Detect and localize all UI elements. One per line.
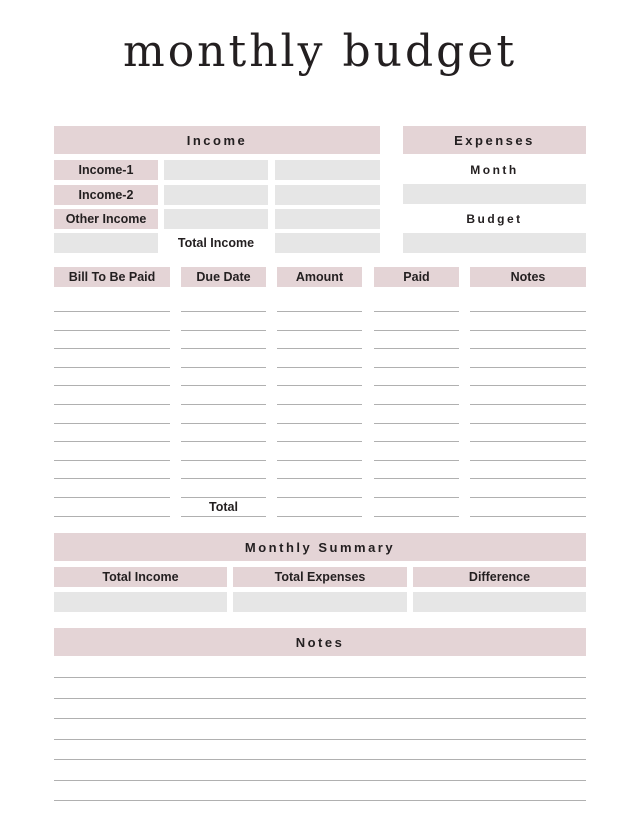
income-1-source-field[interactable] (164, 160, 268, 180)
month-field[interactable] (403, 184, 586, 204)
bill-entry-line[interactable] (374, 460, 459, 461)
bill-entry-line[interactable] (374, 441, 459, 442)
page-title: monthly budget (122, 26, 518, 77)
bill-entry-line[interactable] (181, 460, 266, 461)
bill-entry-line[interactable] (54, 330, 170, 331)
bill-entry-line[interactable] (277, 311, 362, 312)
due-date-column-header: Due Date (181, 267, 266, 287)
bill-entry-line[interactable] (181, 516, 266, 517)
notes-entry-line[interactable] (54, 698, 586, 699)
total-income-label: Total Income (177, 236, 255, 250)
bill-entry-line[interactable] (181, 404, 266, 405)
bill-entry-line[interactable] (470, 367, 586, 368)
bill-entry-line[interactable] (54, 478, 170, 479)
notes-entry-line[interactable] (54, 800, 586, 801)
income-2-amount-field[interactable] (275, 185, 380, 205)
bill-entry-line[interactable] (374, 348, 459, 349)
summary-total-expenses-label: Total Expenses (233, 567, 407, 587)
other-income-label: Other Income (54, 209, 158, 229)
bill-entry-line[interactable] (470, 497, 586, 498)
bill-entry-line[interactable] (277, 460, 362, 461)
bill-entry-line[interactable] (54, 460, 170, 461)
other-income-amount-field[interactable] (275, 209, 380, 229)
bill-entry-line[interactable] (374, 516, 459, 517)
notes-entry-line[interactable] (54, 677, 586, 678)
budget-label: Budget (466, 212, 523, 226)
notes-header: Notes (54, 628, 586, 656)
bill-entry-line[interactable] (470, 311, 586, 312)
notes-entry-line[interactable] (54, 780, 586, 781)
expenses-header: Expenses (403, 126, 586, 154)
bill-column-header: Bill To Be Paid (54, 267, 170, 287)
bill-entry-line[interactable] (181, 311, 266, 312)
bill-entry-line[interactable] (277, 385, 362, 386)
summary-total-expenses-field[interactable] (233, 592, 407, 612)
amount-column-header: Amount (277, 267, 362, 287)
bill-entry-line[interactable] (470, 460, 586, 461)
bill-entry-line[interactable] (181, 330, 266, 331)
bill-entry-line[interactable] (181, 478, 266, 479)
bill-entry-line[interactable] (277, 478, 362, 479)
income-1-amount-field[interactable] (275, 160, 380, 180)
bill-entry-line[interactable] (470, 348, 586, 349)
monthly-summary-header: Monthly Summary (54, 533, 586, 561)
budget-field[interactable] (403, 233, 586, 253)
bill-entry-line[interactable] (181, 441, 266, 442)
notes-entry-line[interactable] (54, 718, 586, 719)
notes-entry-line[interactable] (54, 759, 586, 760)
notes-column-header: Notes (470, 267, 586, 287)
bill-entry-line[interactable] (54, 348, 170, 349)
summary-total-income-field[interactable] (54, 592, 227, 612)
bill-entry-line[interactable] (374, 385, 459, 386)
total-income-field[interactable] (275, 233, 380, 253)
bill-entry-line[interactable] (470, 516, 586, 517)
summary-difference-label: Difference (413, 567, 586, 587)
income-header: Income (54, 126, 380, 154)
bills-total-label: Total (209, 500, 238, 514)
bill-entry-line[interactable] (374, 423, 459, 424)
bill-entry-line[interactable] (54, 423, 170, 424)
bill-entry-line[interactable] (54, 404, 170, 405)
bill-entry-line[interactable] (470, 385, 586, 386)
bill-entry-line[interactable] (54, 311, 170, 312)
bill-entry-line[interactable] (470, 441, 586, 442)
bill-entry-line[interactable] (470, 478, 586, 479)
bill-entry-line[interactable] (374, 311, 459, 312)
bill-entry-line[interactable] (277, 516, 362, 517)
other-income-source-field[interactable] (164, 209, 268, 229)
bill-entry-line[interactable] (374, 497, 459, 498)
bill-entry-line[interactable] (277, 404, 362, 405)
income-2-label: Income-2 (54, 185, 158, 205)
summary-difference-field[interactable] (413, 592, 586, 612)
bill-entry-line[interactable] (374, 404, 459, 405)
bill-entry-line[interactable] (277, 441, 362, 442)
bill-entry-line[interactable] (470, 330, 586, 331)
bill-entry-line[interactable] (277, 423, 362, 424)
summary-total-income-label: Total Income (54, 567, 227, 587)
bill-entry-line[interactable] (181, 348, 266, 349)
bill-entry-line[interactable] (181, 367, 266, 368)
income-2-source-field[interactable] (164, 185, 268, 205)
bill-entry-line[interactable] (54, 441, 170, 442)
bill-entry-line[interactable] (277, 330, 362, 331)
bill-entry-line[interactable] (181, 385, 266, 386)
bill-entry-line[interactable] (374, 367, 459, 368)
bill-entry-line[interactable] (277, 367, 362, 368)
income-1-label: Income-1 (54, 160, 158, 180)
bill-entry-line[interactable] (54, 367, 170, 368)
bill-entry-line[interactable] (54, 385, 170, 386)
bill-entry-line[interactable] (470, 404, 586, 405)
bill-entry-line[interactable] (277, 497, 362, 498)
month-label: Month (470, 163, 519, 177)
bill-entry-line[interactable] (277, 348, 362, 349)
bill-entry-line[interactable] (181, 423, 266, 424)
bill-entry-line[interactable] (470, 423, 586, 424)
paid-column-header: Paid (374, 267, 459, 287)
bill-entry-line[interactable] (374, 330, 459, 331)
bill-entry-line[interactable] (374, 478, 459, 479)
bill-entry-line[interactable] (54, 497, 170, 498)
bill-entry-line[interactable] (54, 516, 170, 517)
notes-entry-line[interactable] (54, 739, 586, 740)
income-blank-field[interactable] (54, 233, 158, 253)
